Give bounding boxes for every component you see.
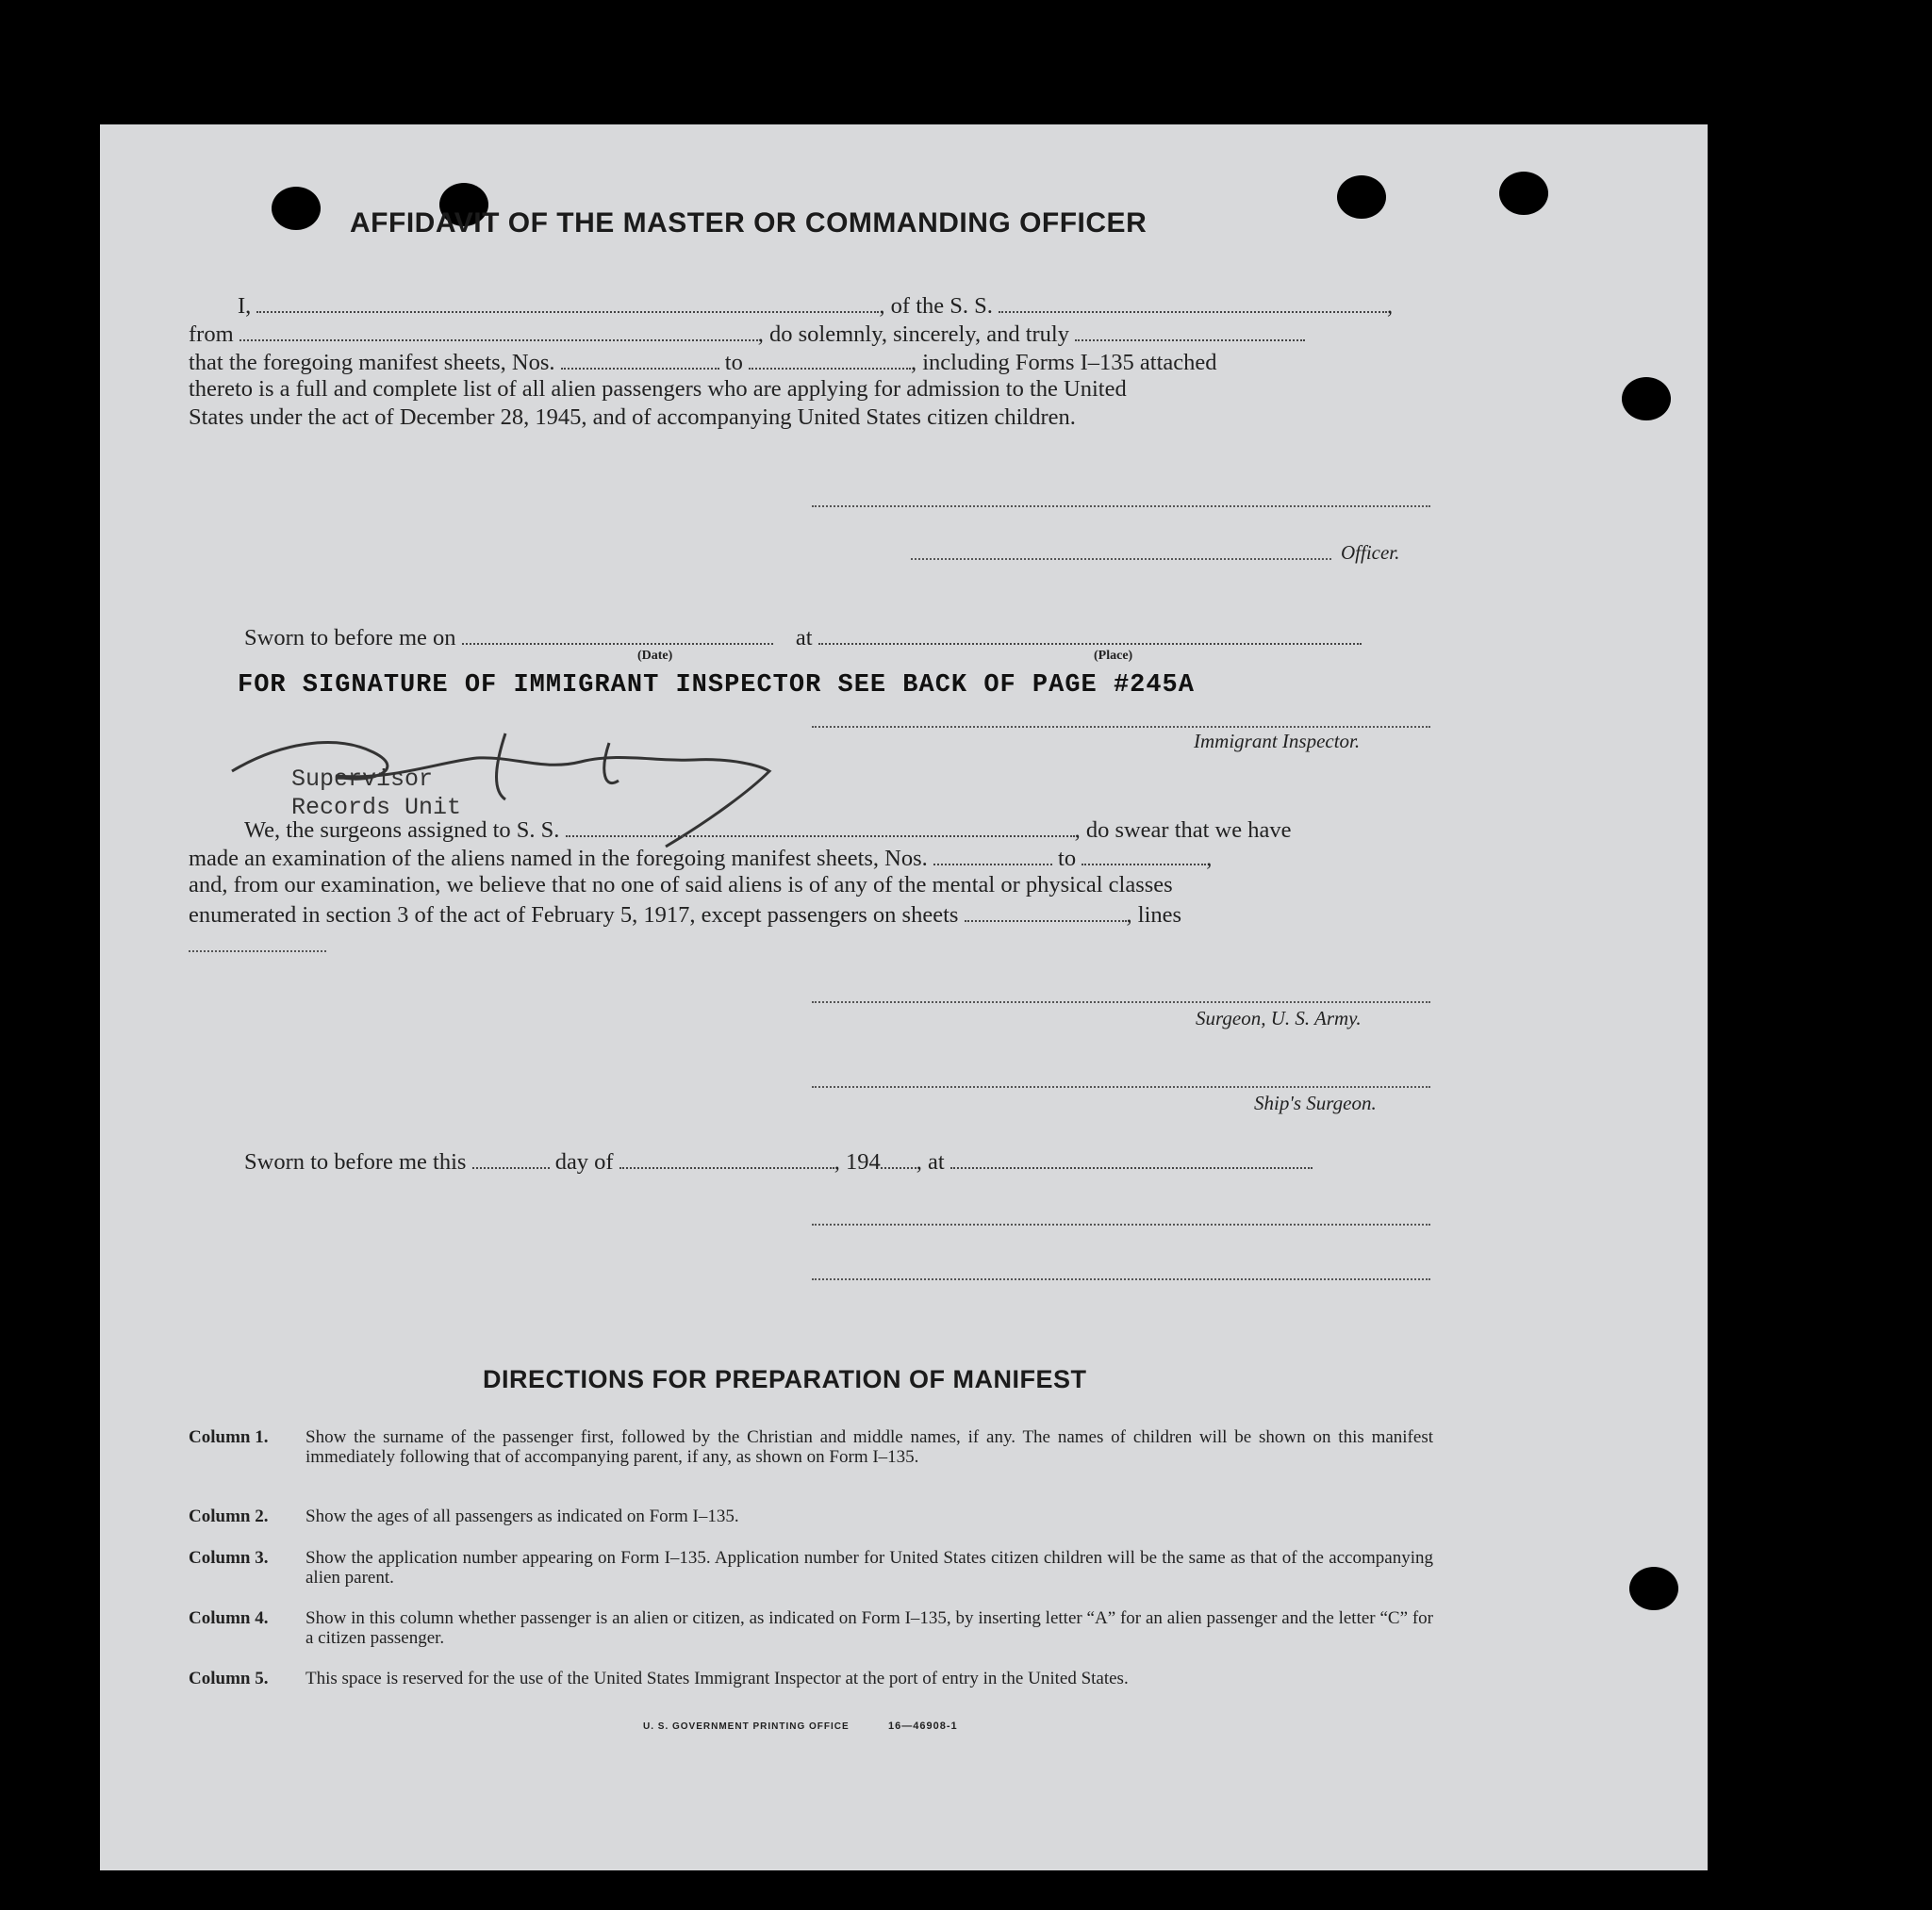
affidavit-line-5: States under the act of December 28, 1945, and of accompanying United States citizen children.	[189, 404, 1076, 430]
affidavit-title: AFFIDAVIT OF THE MASTER OR COMMANDING OFFICER	[350, 207, 1148, 239]
sworn-this-row	[244, 1146, 1313, 1177]
surgeons-label: We, the surgeons assigned to S. S.	[244, 817, 560, 843]
army-surgeon-line[interactable]	[812, 1001, 1430, 1003]
surgeons-line-2	[189, 843, 1212, 873]
from-label: from	[189, 321, 234, 347]
signature-title-line-2: Records Unit	[291, 794, 462, 821]
inspector-signature-line[interactable]	[812, 726, 1430, 728]
form-page	[100, 124, 1708, 1870]
punch-hole-icon	[1337, 175, 1386, 219]
sworn-month-field[interactable]	[619, 1146, 834, 1169]
affidavit-line-3	[189, 347, 1217, 377]
direction-label: Column 5.	[189, 1669, 269, 1688]
sheets-label: that the foregoing manifest sheets, Nos.	[189, 350, 555, 375]
swear-label-2: , do swear that we have	[1074, 817, 1292, 843]
place-caption: (Place)	[1094, 649, 1133, 663]
direction-text: Show the ages of all passengers as indicated on Form I–135.	[305, 1507, 739, 1526]
enumerated-label: enumerated in section 3 of the act of February 5, 1917, except passengers on sheets	[189, 902, 959, 928]
sworn-year-field[interactable]	[881, 1146, 916, 1169]
direction-text: Show the surname of the passenger first, followed by the Christian and middle names, if any. The names of children will be shown on this manifest immediately following that of accompanying parent, if any, as shown on Form I–135.	[305, 1427, 1433, 1467]
officer-caption: Officer.	[1341, 541, 1400, 564]
punch-hole-icon	[1499, 172, 1548, 215]
forms-label: , including Forms I–135 attached	[910, 350, 1217, 375]
sworn-this-label: Sworn to before me this	[244, 1149, 467, 1175]
punch-hole-icon	[272, 187, 321, 230]
form-code: 16—46908-1	[888, 1721, 958, 1732]
direction-text: This space is reserved for the use of the United States Immigrant Inspector at the port of entry in the United States.	[305, 1669, 1129, 1688]
ship-name-field[interactable]	[999, 290, 1387, 313]
examination-label: made an examination of the aliens named in the foregoing manifest sheets, Nos.	[189, 846, 928, 871]
exam-sheets-to-field[interactable]	[1082, 843, 1206, 865]
direction-text: Show in this column whether passenger is an alien or citizen, as indicated on Form I–135, by inserting letter “A” for an alien passenger and the letter “C” for a citizen passenger.	[305, 1608, 1433, 1648]
inspector-caption: Immigrant Inspector.	[1194, 730, 1361, 752]
printer-imprint: U. S. GOVERNMENT PRINTING OFFICE	[643, 1721, 850, 1732]
ss-label: , of the S. S.	[879, 293, 993, 319]
sworn-signature-line[interactable]	[812, 1224, 1430, 1226]
to-label: to	[724, 350, 743, 375]
direction-label: Column 2.	[189, 1507, 269, 1526]
affidavit-line-1	[238, 290, 1393, 321]
surgeons-line-3: and, from our examination, we believe that no one of said aliens is of any of the mental or physical classes	[189, 872, 1173, 897]
affidavit-line-4: thereto is a full and complete list of all alien passengers who are applying for admission to the United	[189, 376, 1127, 402]
sworn-at-label: at	[795, 625, 813, 650]
surgeons-ship-field[interactable]	[566, 815, 1075, 837]
to-label-2: to	[1058, 846, 1077, 871]
officer-title-line[interactable]	[911, 558, 1331, 560]
punch-hole-icon	[1629, 1567, 1678, 1610]
comma-2: ,	[1206, 846, 1213, 871]
direction-label: Column 4.	[189, 1608, 269, 1628]
officer-signature-line[interactable]	[812, 505, 1430, 507]
year-label: , 194	[834, 1149, 881, 1175]
date-caption: (Date)	[637, 649, 673, 663]
sworn-title-line[interactable]	[812, 1278, 1430, 1280]
swear-field[interactable]	[1075, 319, 1305, 341]
except-sheets-field[interactable]	[965, 899, 1127, 922]
sworn-place-field[interactable]	[818, 622, 1362, 645]
surgeons-line-1	[244, 815, 1292, 845]
signature-title-line-1: Supervisor	[291, 766, 434, 793]
ship-surgeon-line[interactable]	[812, 1086, 1430, 1088]
surgeons-line-4	[189, 899, 1181, 930]
sworn-date-field[interactable]	[462, 622, 773, 645]
lines-field[interactable]	[189, 950, 326, 952]
sworn-on-label: Sworn to before me on	[244, 625, 456, 650]
comma: ,	[1387, 293, 1394, 319]
at-label-2: , at	[916, 1149, 945, 1175]
direction-label: Column 3.	[189, 1548, 269, 1568]
lines-label: , lines	[1126, 902, 1182, 928]
sheets-to-field[interactable]	[749, 347, 911, 370]
ship-surgeon-caption: Ship's Surgeon.	[1254, 1092, 1377, 1114]
sworn-day-field[interactable]	[472, 1146, 550, 1169]
direction-label: Column 1.	[189, 1427, 269, 1447]
direction-text: Show the application number appearing on Form I–135. Application number for United States citizen children will be the same as that of the accompanying alien parent.	[305, 1548, 1433, 1588]
affidavit-line-2	[189, 319, 1305, 349]
swear-label: , do solemnly, sincerely, and truly	[757, 321, 1069, 347]
army-surgeon-caption: Surgeon, U. S. Army.	[1196, 1007, 1362, 1029]
inspector-stamp: FOR SIGNATURE OF IMMIGRANT INSPECTOR SEE BACK OF PAGE #245A	[238, 671, 1195, 700]
day-of-label: day of	[554, 1149, 614, 1175]
sworn-on-row	[244, 622, 1362, 652]
punch-hole-icon	[1622, 377, 1671, 420]
exam-sheets-from-field[interactable]	[933, 843, 1052, 865]
officer-name-field[interactable]	[256, 290, 879, 313]
sworn-place-field-2[interactable]	[950, 1146, 1313, 1169]
affidavit-i: I,	[238, 293, 252, 319]
directions-title: DIRECTIONS FOR PREPARATION OF MANIFEST	[483, 1365, 1087, 1393]
sheets-from-field[interactable]	[561, 347, 719, 370]
from-port-field[interactable]	[239, 319, 758, 341]
